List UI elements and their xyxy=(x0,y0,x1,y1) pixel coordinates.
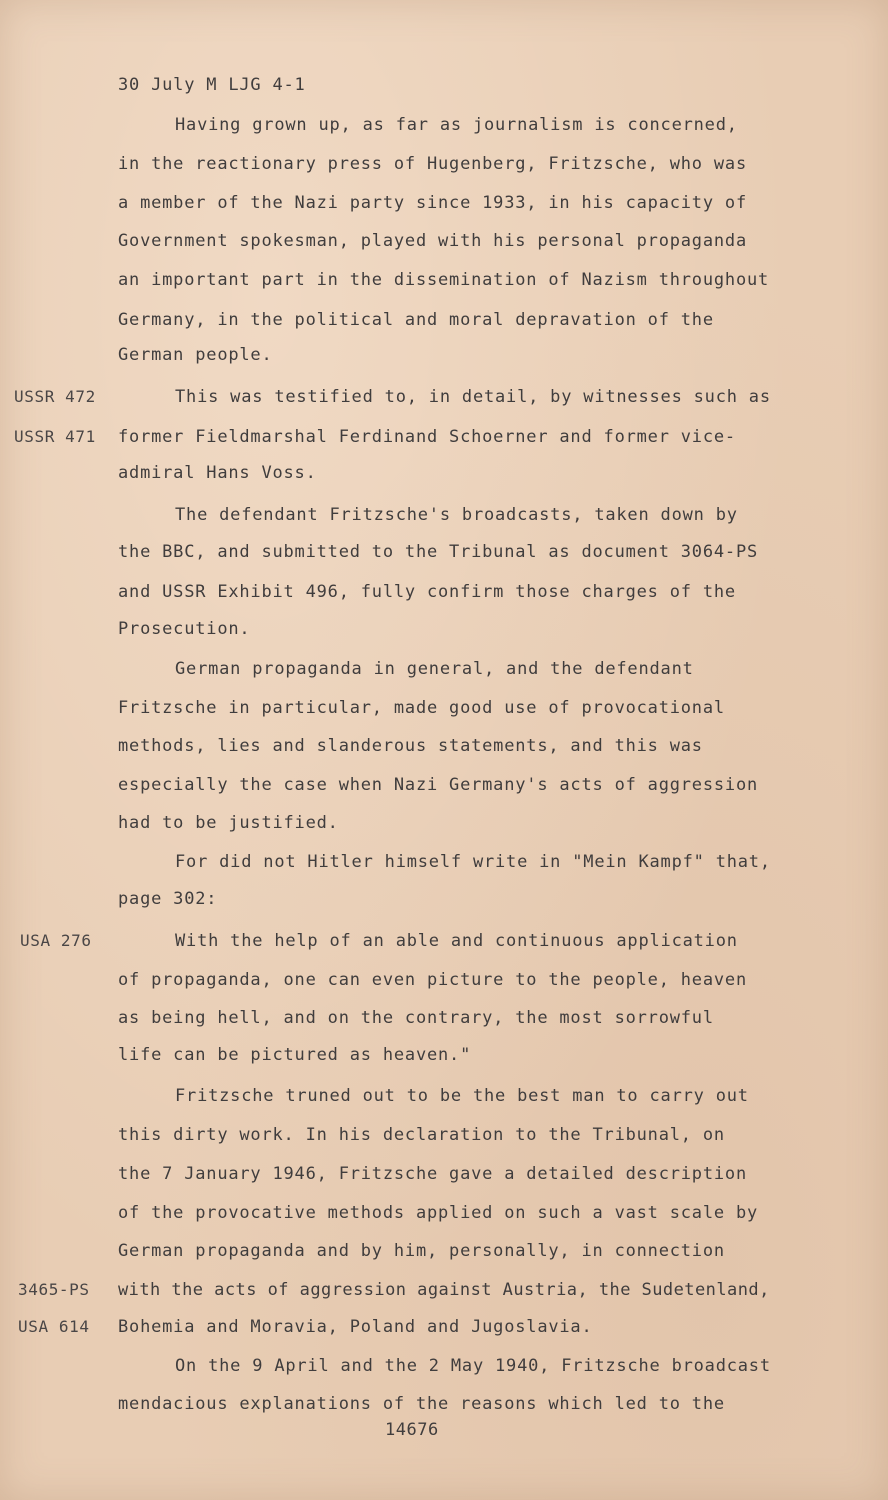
text-line: Bohemia and Moravia, Poland and Jugoslavia. xyxy=(118,1317,593,1337)
text-line: The defendant Fritzsche's broadcasts, taken down by xyxy=(175,505,738,525)
text-line: Fritzsche truned out to be the best man to carry out xyxy=(175,1086,749,1106)
text-line: With the help of an able and continuous application xyxy=(175,931,738,951)
text-line: methods, lies and slanderous statements, and this was xyxy=(118,736,703,756)
text-line: had to be justified. xyxy=(118,813,339,833)
text-line: This was testified to, in detail, by witnesses such as xyxy=(175,387,771,407)
text-line: On the 9 April and the 2 May 1940, Fritzsche broadcast xyxy=(175,1356,771,1376)
text-line: with the acts of aggression against Austria, the Sudetenland, xyxy=(118,1280,770,1300)
text-line: Having grown up, as far as journalism is concerned, xyxy=(175,115,738,135)
text-line: the 7 January 1946, Fritzsche gave a detailed description xyxy=(118,1164,747,1184)
text-line: in the reactionary press of Hugenberg, Fritzsche, who was xyxy=(118,154,747,174)
text-line: as being hell, and on the contrary, the most sorrowful xyxy=(118,1008,714,1028)
text-line: Government spokesman, played with his personal propaganda xyxy=(118,231,747,251)
text-line: former Fieldmarshal Ferdinand Schoerner and former vice- xyxy=(118,427,736,447)
text-line: German propaganda in general, and the defendant xyxy=(175,659,694,679)
text-line: German propaganda and by him, personally, in connection xyxy=(118,1241,725,1261)
text-line: the BBC, and submitted to the Tribunal as document 3064-PS xyxy=(118,542,759,562)
text-line: Prosecution. xyxy=(118,619,251,639)
text-line: Fritzsche in particular, made good use of provocational xyxy=(118,698,725,718)
text-line: German people. xyxy=(118,345,273,365)
margin-note: USA 276 xyxy=(20,931,92,950)
text-line: this dirty work. In his declaration to the Tribunal, on xyxy=(118,1125,725,1145)
text-line: mendacious explanations of the reasons which led to the xyxy=(118,1394,725,1414)
page-number: 14676 xyxy=(385,1420,439,1440)
text-line: Germany, in the political and moral depravation of the xyxy=(118,310,714,330)
text-line: admiral Hans Voss. xyxy=(118,463,317,483)
text-line: of propaganda, one can even picture to the people, heaven xyxy=(118,970,747,990)
text-line: especially the case when Nazi Germany's acts of aggression xyxy=(118,775,759,795)
text-line: and USSR Exhibit 496, fully confirm those charges of the xyxy=(118,582,736,602)
margin-note: USA 614 xyxy=(18,1317,90,1336)
text-line: a member of the Nazi party since 1933, in his capacity of xyxy=(118,193,747,213)
text-line: of the provocative methods applied on such a vast scale by xyxy=(118,1203,759,1223)
margin-note: USSR 471 xyxy=(14,427,96,446)
margin-note: 3465-PS xyxy=(18,1280,90,1299)
text-line: page 302: xyxy=(118,889,218,909)
text-line: an important part in the dissemination of Nazism throughout xyxy=(118,270,770,290)
margin-note: USSR 472 xyxy=(14,387,96,406)
page-header: 30 July M LJG 4-1 xyxy=(118,75,306,95)
text-line: For did not Hitler himself write in "Mein Kampf" that, xyxy=(175,852,771,872)
text-line: life can be pictured as heaven." xyxy=(118,1045,472,1065)
